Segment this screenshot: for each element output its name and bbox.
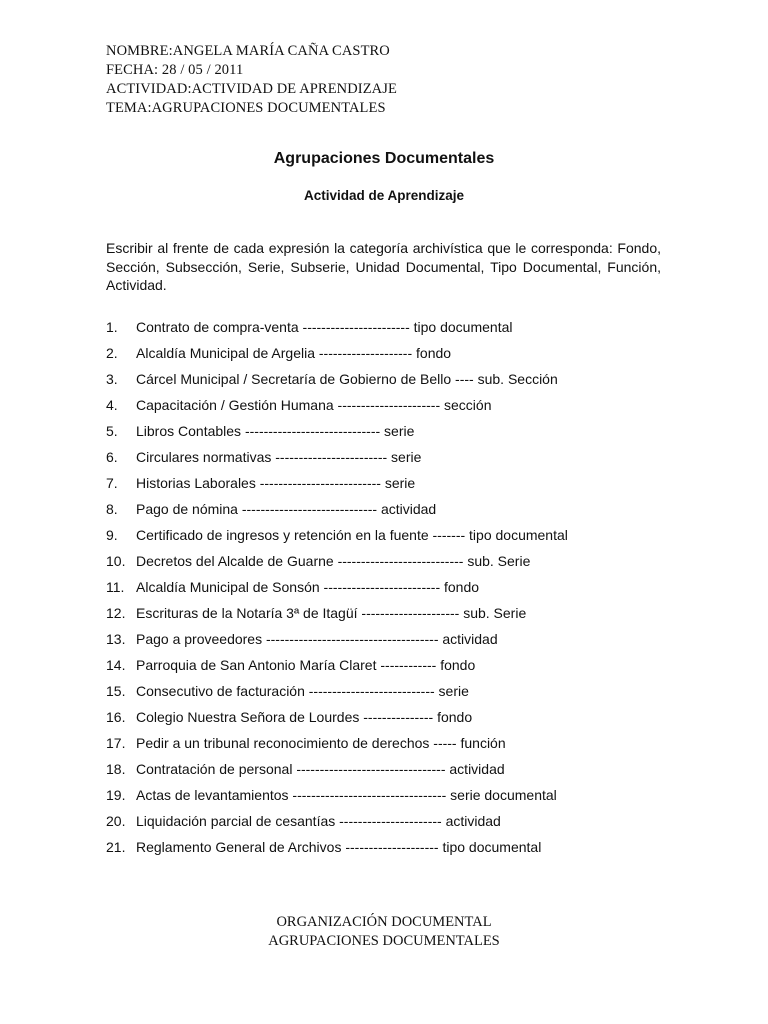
document-subtitle: Actividad de Aprendizaje xyxy=(303,188,465,203)
list-item xyxy=(106,681,666,707)
list-item xyxy=(106,707,666,733)
list-item-number: 15. xyxy=(106,683,126,699)
list-item-number: 12. xyxy=(106,605,126,621)
header-nombre: NOMBRE:ANGELA MARÍA CAÑA CASTRO xyxy=(106,43,390,59)
list-item-text: Pago de nómina ----------------------------- actividad xyxy=(136,501,437,517)
list-item-text: Libros Contables ----------------------------- serie xyxy=(136,423,415,439)
document-title: Agrupaciones Documentales xyxy=(273,150,495,167)
list-item-number: 13. xyxy=(106,631,126,647)
list-item-text: Pedir a un tribunal reconocimiento de derechos ----- función xyxy=(136,735,506,751)
list-item-text: Contrato de compra-venta ----------------------- tipo documental xyxy=(136,319,513,335)
list-item xyxy=(106,837,666,863)
list-item-number: 8. xyxy=(106,501,118,517)
list-item-number: 1. xyxy=(106,319,118,335)
list-item-number: 5. xyxy=(106,423,118,439)
list-item-number: 14. xyxy=(106,657,126,673)
list-item xyxy=(106,733,666,759)
list-item-number: 20. xyxy=(106,813,126,829)
list-item xyxy=(106,317,666,343)
header-tema: TEMA:AGRUPACIONES DOCUMENTALES xyxy=(106,100,386,116)
list-item xyxy=(106,369,666,395)
list-item-text: Pago a proveedores ------------------------------------- actividad xyxy=(136,631,498,647)
list-item-text: Historias Laborales -------------------------- serie xyxy=(136,475,416,491)
list-item xyxy=(106,473,666,499)
list-item xyxy=(106,525,666,551)
list-item xyxy=(106,343,666,369)
list-item-text: Capacitación / Gestión Humana ---------------------- sección xyxy=(136,397,492,413)
list-item-number: 17. xyxy=(106,735,126,751)
answer-list xyxy=(106,317,666,863)
list-item xyxy=(106,499,666,525)
list-item-number: 4. xyxy=(106,397,118,413)
list-item-text: Reglamento General de Archivos -------------------- tipo documental xyxy=(136,839,542,855)
list-item-number: 19. xyxy=(106,787,126,803)
list-item-text: Consecutivo de facturación --------------------------- serie xyxy=(136,683,469,699)
list-item-text: Contratación de personal -------------------------------- actividad xyxy=(136,761,505,777)
list-item-text: Decretos del Alcalde de Guarne --------------------------- sub. Serie xyxy=(136,553,531,569)
header-fecha: FECHA: 28 / 05 / 2011 xyxy=(106,62,244,78)
list-item-text: Alcaldía Municipal de Sonsón ------------------------- fondo xyxy=(136,579,480,595)
list-item-number: 11. xyxy=(106,579,125,595)
list-item-text: Parroquia de San Antonio María Claret ------------ fondo xyxy=(136,657,476,673)
footer-line-2: AGRUPACIONES DOCUMENTALES xyxy=(268,933,500,949)
list-item-number: 9. xyxy=(106,527,118,543)
footer-block xyxy=(0,913,768,951)
list-item-number: 6. xyxy=(106,449,118,465)
footer-line-1: ORGANIZACIÓN DOCUMENTAL xyxy=(276,914,492,930)
list-item xyxy=(106,629,666,655)
list-item xyxy=(106,421,666,447)
list-item-text: Circulares normativas ------------------------ serie xyxy=(136,449,422,465)
list-item xyxy=(106,395,666,421)
list-item-number: 7. xyxy=(106,475,118,491)
instructions-paragraph: Escribir al frente de cada expresión la categoría archivística que le corresponda: Fondo, Sección, Subsección, Serie, Subserie, Unidad Documental, Tipo Documental, Función, Actividad. xyxy=(106,240,661,293)
list-item-number: 16. xyxy=(106,709,126,725)
list-item-number: 18. xyxy=(106,761,126,777)
list-item-number: 3. xyxy=(106,371,118,387)
list-item-text: Certificado de ingresos y retención en la fuente ------- tipo documental xyxy=(136,527,568,543)
list-item-text: Liquidación parcial de cesantías ---------------------- actividad xyxy=(136,813,501,829)
list-item xyxy=(106,603,666,629)
header-block xyxy=(106,42,397,118)
list-item xyxy=(106,785,666,811)
list-item xyxy=(106,655,666,681)
list-item xyxy=(106,551,666,577)
list-item-text: Colegio Nuestra Señora de Lourdes --------------- fondo xyxy=(136,709,473,725)
list-item xyxy=(106,447,666,473)
list-item xyxy=(106,811,666,837)
list-item-text: Alcaldía Municipal de Argelia -------------------- fondo xyxy=(136,345,452,361)
list-item-number: 21. xyxy=(106,839,126,855)
header-actividad: ACTIVIDAD:ACTIVIDAD DE APRENDIZAJE xyxy=(106,81,397,97)
list-item-number: 2. xyxy=(106,345,118,361)
list-item xyxy=(106,577,666,603)
list-item-text: Escrituras de la Notaría 3ª de Itagüí --------------------- sub. Serie xyxy=(136,605,527,621)
list-item-text: Cárcel Municipal / Secretaría de Gobierno de Bello ---- sub. Sección xyxy=(136,371,558,387)
list-item-text: Actas de levantamientos --------------------------------- serie documental xyxy=(136,787,557,803)
list-item-number: 10. xyxy=(106,553,126,569)
list-item xyxy=(106,759,666,785)
